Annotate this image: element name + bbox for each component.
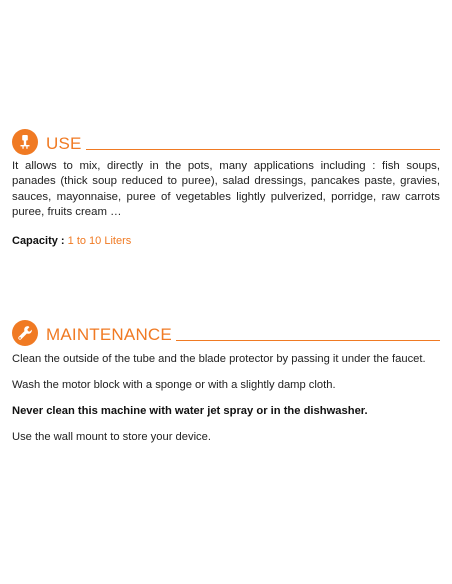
capacity-label: Capacity : xyxy=(12,235,68,248)
maintenance-heading xyxy=(12,316,440,346)
maintenance-line-wall-mount: Use the wall mount to store your device. xyxy=(12,431,211,443)
wrench-icon xyxy=(12,320,38,346)
maintenance-warning: Never clean this machine with water jet spray or in the dishwasher. xyxy=(12,405,368,417)
maintenance-line-wash-motor: Wash the motor block with a sponge or with a slightly damp cloth. xyxy=(12,379,336,391)
maintenance-divider xyxy=(176,340,440,341)
capacity-value: 1 to 10 Liters xyxy=(67,235,132,248)
use-divider xyxy=(86,149,440,150)
maintenance-section xyxy=(12,316,440,444)
blender-icon xyxy=(12,129,38,155)
use-heading xyxy=(12,125,440,155)
use-title: USE xyxy=(46,134,82,153)
maintenance-line-clean-tube: Clean the outside of the tube and the blade protector by passing it under the faucet. xyxy=(12,353,426,365)
use-description: It allows to mix, directly in the pots, many applications including : fish soups, panades (thick soup reduced to puree), salad dressings, pancakes paste, gravies, sauces, mayonnaise, puree of vegetables lightly pulverized, porridge, raw carrots puree, fruits cream … xyxy=(12,160,440,218)
use-section xyxy=(12,125,440,247)
capacity-line xyxy=(12,235,440,247)
maintenance-title: MAINTENANCE xyxy=(46,325,172,344)
